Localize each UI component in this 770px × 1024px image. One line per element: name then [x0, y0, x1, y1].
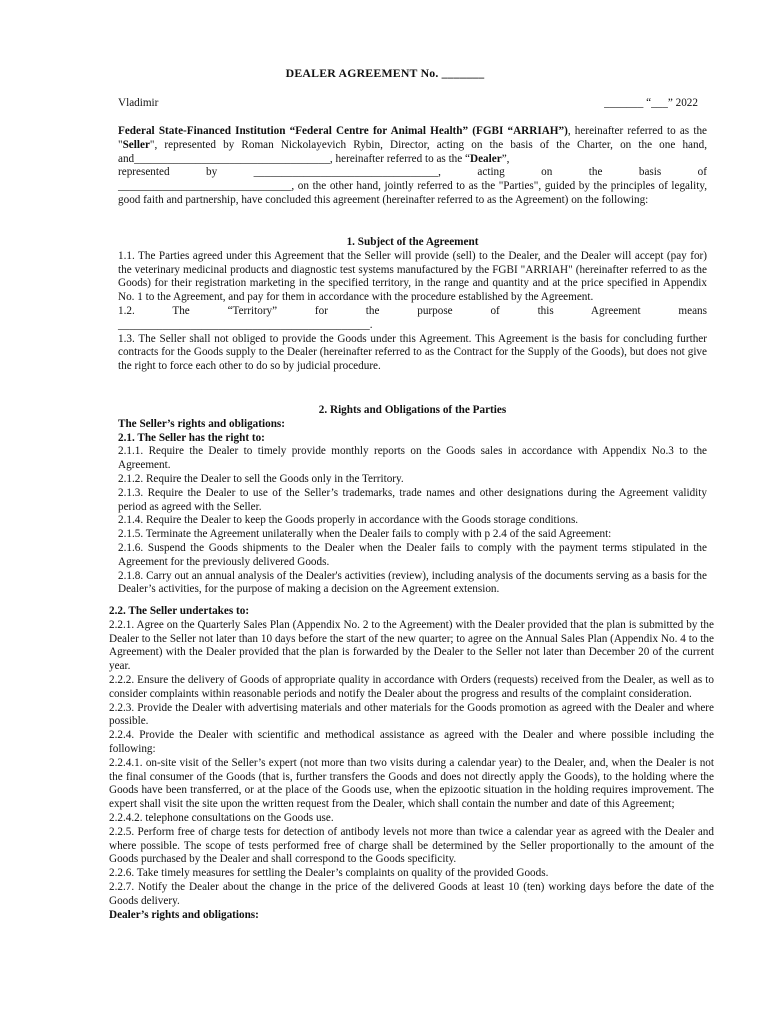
- clause-2-2-heading: 2.2. The Seller undertakes to:: [109, 605, 250, 617]
- clause-1-2-blank: _____________________________________________.: [118, 318, 373, 331]
- section-2-2: [109, 605, 714, 922]
- preamble: [118, 125, 707, 208]
- clause-1-2: 1.2. The “Territory” for the purpose of this Agreement means: [118, 304, 707, 317]
- clause-2-1-6: 2.1.6. Suspend the Goods shipments to the Dealer when the Dealer fails to comply with the payment terms stipulated in the Agreement for the previously delivered Goods.: [118, 541, 707, 568]
- preamble-represented-line: represented by _________________________________, acting on the basis of: [118, 166, 707, 179]
- clause-1-3: 1.3. The Seller shall not obliged to provide the Goods under this Agreement. This Agreement is the basis for concluding further contracts for the Goods supply to the Dealer (hereinafter referred to as the Contract for the Supply of the Goods), but does not give the right to force each other to do so by judicial procedure.: [118, 332, 707, 373]
- clause-2-1-5: 2.1.5. Terminate the Agreement unilaterally when the Dealer fails to comply with p 2.4 of the said Agreement:: [118, 528, 612, 541]
- clause-2-1-heading: 2.1. The Seller has the right to:: [118, 431, 265, 444]
- section-1-heading: 1. Subject of the Agreement: [346, 236, 479, 248]
- party-name: Federal State-Financed Institution “Federal Centre for Animal Health” (FGBI “ARRIAH”): [118, 125, 568, 137]
- clause-2-1-2: 2.1.2. Require the Dealer to sell the Goods only in the Territory.: [118, 472, 404, 485]
- clause-2-1-1: 2.1.1. Require the Dealer to timely provide monthly reports on the Goods sales in accordance with Appendix No.3 to the Agreement.: [118, 445, 707, 472]
- document-title: DEALER AGREEMENT No. _______: [285, 66, 485, 80]
- preamble-paragraph: Federal State-Financed Institution “Federal Centre for Animal Health” (FGBI “ARRIAH”), hereinafter referred to as the "Seller", represented by Roman Nickolayevich Rybin, Director, acting on the basis of the Charter, on the one hand, and___________________________________, hereinafter referred to as the “Dealer”,: [118, 125, 707, 165]
- clause-2-2-6: 2.2.6. Take timely measures for settling the Dealer’s complaints on quality of the provided Goods.: [109, 867, 549, 880]
- document-date: _______ “___” 2022: [604, 97, 698, 109]
- seller-rights-heading: The Seller’s rights and obligations:: [118, 417, 285, 430]
- clause-2-2-7: 2.2.7. Notify the Dealer about the change in the price of the delivered Goods at least 10 (ten) working days before the date of the Goods delivery.: [109, 880, 714, 907]
- clause-2-2-4: 2.2.4. Provide the Dealer with scientific and methodical assistance as agreed with the Dealer and where possible including the following:: [109, 729, 714, 755]
- dealer-rights-heading: Dealer’s rights and obligations:: [109, 908, 259, 921]
- dealer-word: Dealer: [470, 152, 502, 165]
- seller-word: Seller: [122, 138, 150, 151]
- clause-2-2-3: 2.2.3. Provide the Dealer with advertising materials and other materials for the Goods promotion as agreed with the Dealer and where possible.: [109, 701, 714, 728]
- section-2-heading: 2. Rights and Obligations of the Parties: [318, 404, 507, 416]
- clause-2-2-2: 2.2.2. Ensure the delivery of Goods of appropriate quality in accordance with Orders (requests) received from the Dealer, as well as to consider complaints within reasonable periods and notify the Dealer about the progress and results of the complaint consideration.: [109, 673, 714, 700]
- clause-2-2-4-2: 2.2.4.2. telephone consultations on the Goods use.: [109, 811, 334, 824]
- preamble-rest: _______________________________, on the other hand, jointly referred to as the "Parties", guided by the principles of legality, good faith and partnership, have concluded this agreement (hereinafter referred to as the Agreement) on the following:: [118, 180, 707, 206]
- clause-2-2-1: 2.2.1. Agree on the Quarterly Sales Plan (Appendix No. 2 to the Agreement) with the Dealer provided that the plan is submitted by the Dealer to the Seller not later than 10 days before the start of the new quarter; to agree on the Annual Sales Plan (Appendix No. 4 to the Agreement) with the Dealer provided that the plan is forwarded by the Dealer to the Seller not later than December 20 of the current year.: [109, 618, 714, 673]
- clause-1-1: 1.1. The Parties agreed under this Agreement that the Seller will provide (sell) to the Dealer, and the Dealer will accept (pay for) the veterinary medicinal products and diagnostic test systems manufactured by the FGBI "ARRIAH" (hereinafter referred to as the Goods) for their registration marketing in the specified territory, in the range and quantity and at the price specified in Appendix No. 1 to the Agreement, and pay for them in accordance with the procedure established by the Agreement.: [118, 249, 707, 304]
- section-1: [118, 236, 707, 374]
- clause-2-1-3: 2.1.3. Require the Dealer to use of the Seller’s trademarks, trade names and other designations during the Agreement validity period as agreed with the Seller.: [118, 486, 707, 513]
- document-place: Vladimir: [118, 97, 159, 109]
- section-2: [118, 404, 707, 597]
- clause-2-2-5: 2.2.5. Perform free of charge tests for detection of antibody levels not more than twice a calendar year as agreed with the Dealer and where possible. The scope of tests performed free of charge shall be determined by the Seller proportionally to the amount of the Goods purchased by the Dealer and shall correspond to the Goods specificity.: [109, 825, 714, 866]
- clause-2-2-4-1: 2.2.4.1. on-site visit of the Seller’s expert (not more than two visits during a calendar year) to the Dealer, and, when the Dealer is not the final consumer of the Goods (that is, further transfers the Goods and does not directly apply the Goods), to the holding where the Goods have been transferred, or at the place of the Goods use, when the epizootic situation in the holding requires improvement. The expert shall visit the site upon the written request from the Dealer, which shall contain the number and date of this Agreement;: [109, 756, 714, 811]
- clause-2-1-8: 2.1.8. Carry out an annual analysis of the Dealer's activities (review), including analysis of the documents serving as a basis for the Dealer’s activities, for the purpose of making a decision on the Agreement extension.: [118, 569, 707, 596]
- clause-2-1-4: 2.1.4. Require the Dealer to keep the Goods properly in accordance with the Goods storage conditions.: [118, 514, 579, 527]
